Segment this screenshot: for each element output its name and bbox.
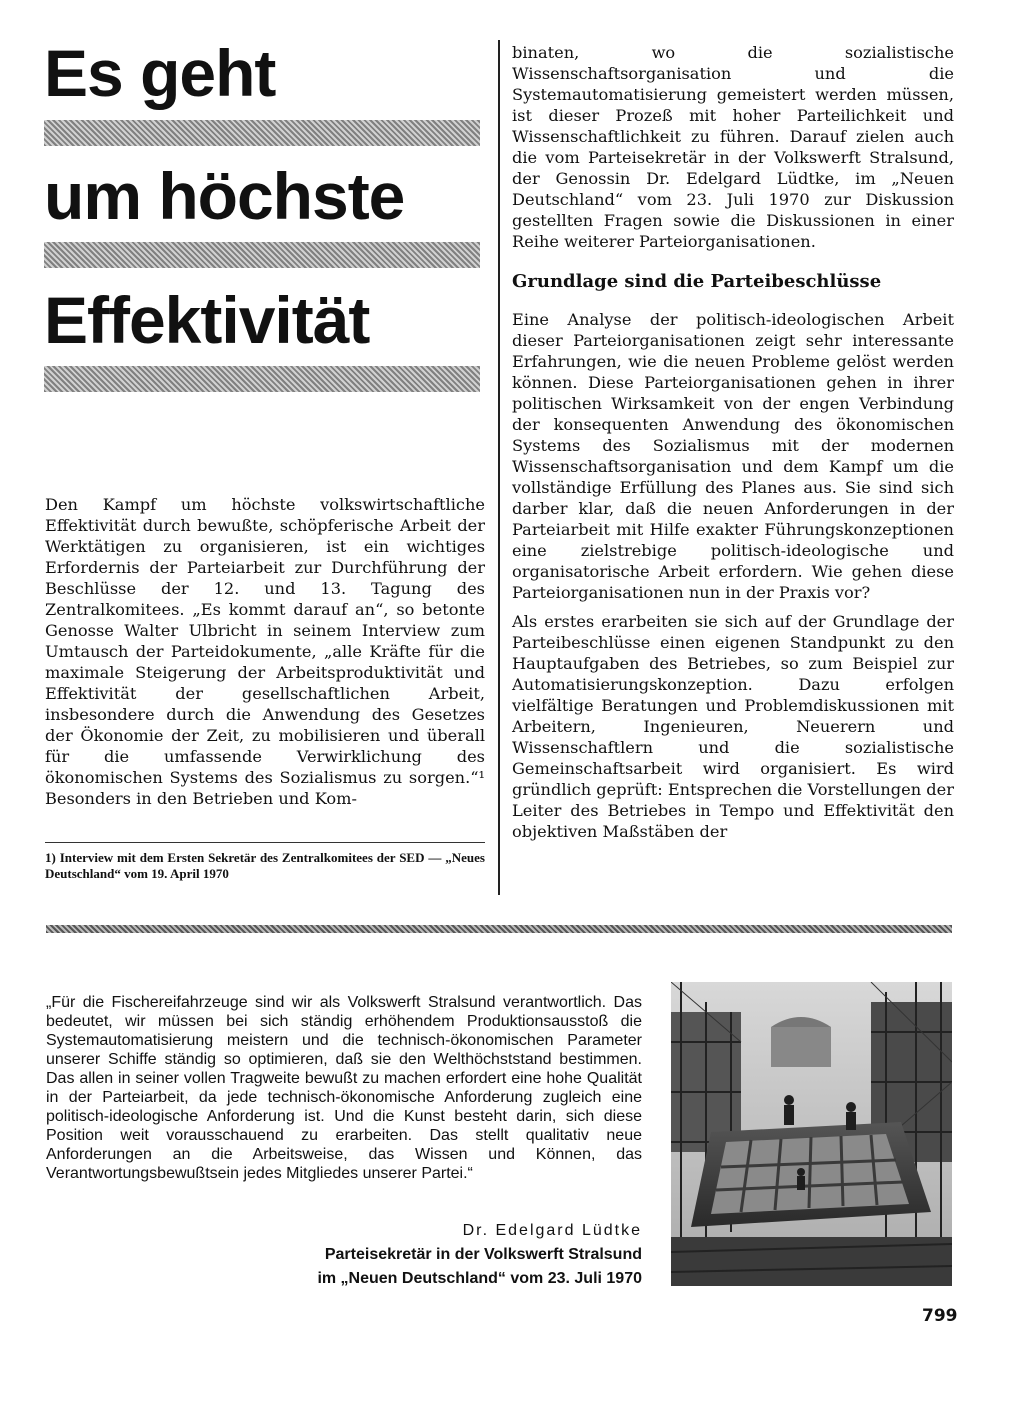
section-separator	[46, 925, 952, 933]
quote-text: „Für die Fischereifahrzeuge sind wir als Volkswerft Stralsund verantwortlich. Das bedeutet, wir müssen bei sich ständig erhöhendem Produktionsausstoß die Systemautomatisierung meistern und die technisch-ökonomischen Parameter unserer Schiffe ständig so optimieren, daß sie den Welthöchststand bestimmen. Das allen in seiner vollen Tragweite bewußt zu machen erfordert eine hohe Qualität in der Parteiarbeit, da jede technisch-ökonomische Anforderung zugleich eine politisch-ideologische Anforderung ist. Und die Kunst besteht darin, sich diese Position weit vorausschauend zu erarbeiten. Das stellt qualitativ neue Anforderungen an die Arbeitsweise, das Wissen und Können, das Verantwortungsbewußtsein jedes Mitgliedes unserer Partei.“	[46, 994, 642, 1182]
footnote-rule	[45, 842, 485, 843]
right-column-bottom	[512, 309, 954, 850]
quote-author: Dr. Edelgard Lüdtke	[462, 1222, 642, 1239]
footnote: 1) Interview mit dem Ersten Sekretär des Zentralkomitees der SED — „Neues Deutschland“ vom 19. April 1970	[45, 850, 485, 881]
page-number: 799	[922, 1306, 958, 1326]
shipyard-photo	[671, 982, 952, 1286]
headline-hatch-1	[44, 120, 480, 146]
headline-hatch-2	[44, 242, 480, 268]
section-subheading: Grundlage sind die Parteibeschlüsse	[512, 271, 882, 292]
right-paragraph-1: binaten, wo die sozialistische Wissenschaftsorganisation und die Systemautomatisierung gemeistert werden müssen, ist dieser Prozeß mit hoher Parteilichkeit und Wissenschaftlichkeit zu führen. Darauf zielen auch die vom Parteisekretär in der Volkswerft Stralsund, der Genossin Dr. Edelgard Lüdtke, im „Neuen Deutschland“ vom 23. Juli 1970 zur Diskussion gestellten Fragen sowie die Diskussionen in einer Reihe weiterer Parteiorganisationen.	[512, 43, 954, 251]
headline-line-1: Es geht	[44, 36, 276, 110]
right-column-top	[512, 42, 954, 260]
column-divider	[498, 40, 500, 895]
quote-source: im „Neuen Deutschland“ vom 23. Juli 1970	[317, 1270, 642, 1287]
right-paragraph-2: Eine Analyse der politisch-ideologischen Arbeit dieser Parteiorganisationen zeigt sehr interessante Erfahrungen, wie die neuen Probleme gelöst werden können. Diese Parteiorganisationen gehen in ihrer politischen Wirksamkeit von der engen Verbindung der konsequenten Anwendung des ökonomischen Systems des Sozialismus mit der modernen Wissenschaftsorganisation und dem Kampf um die vollständige Erfüllung des Planes aus. Sie sind sich darber klar, daß die neuen Anforderungen in der Parteiarbeit mit Hilfe exakter Führungskonzeptionen eine zielstrebige politisch-ideologische und organisatorische Arbeit erfordern. Wie gehen diese Parteiorganisationen nun in der Praxis vor?	[512, 310, 954, 602]
right-paragraph-3: Als erstes erarbeiten sie sich auf der Grundlage der Parteibeschlüsse einen eigenen Standpunkt zu den Hauptaufgaben des Betriebes, so zum Beispiel zur Automatisierungskonzeption. Dazu erfolgen vielfältige Beratungen und Problemdiskussionen mit Arbeitern, Ingenieuren, Neuerern und Wissenschaftlern und die sozialistische Gemeinschaftsarbeit wird organisiert. Es wird gründlich geprüft: Entsprechen die Vorstellungen der Leiter des Betriebes in Tempo und Effektivität den objektiven Maßstäben der	[512, 612, 954, 841]
headline-line-3: Effektivität	[44, 283, 370, 357]
left-column	[45, 494, 485, 817]
headline-line-2: um höchste	[44, 159, 405, 233]
quote-author-role: Parteisekretär in der Volkswerft Stralsund	[324, 1246, 642, 1263]
headline-hatch-3	[44, 366, 480, 392]
left-paragraph: Den Kampf um höchste volkswirtschaftliche Effektivität durch bewußte, schöpferische Arbeit der Werktätigen zu organisieren, ist ein wichtiges Erfordernis der Parteiarbeit zur Durchführung der Beschlüsse der 12. und 13. Tagung des Zentralkomitees. „Es kommt darauf an“, so betonte Genosse Walter Ulbricht in seinem Interview zum Umtausch der Parteidokumente, „alle Kräfte für die maximale Steigerung der Arbeitsproduktivität und Effektivität der gesellschaftlichen Arbeit, insbesondere durch die Anwendung des Gesetzes der Ökonomie der Zeit, zu mobilisieren und überall für die umfassende Verwirklichung des ökonomischen Systems des Sozialismus zu sorgen.“¹ Besonders in den Betrieben und Kom-	[45, 495, 485, 808]
